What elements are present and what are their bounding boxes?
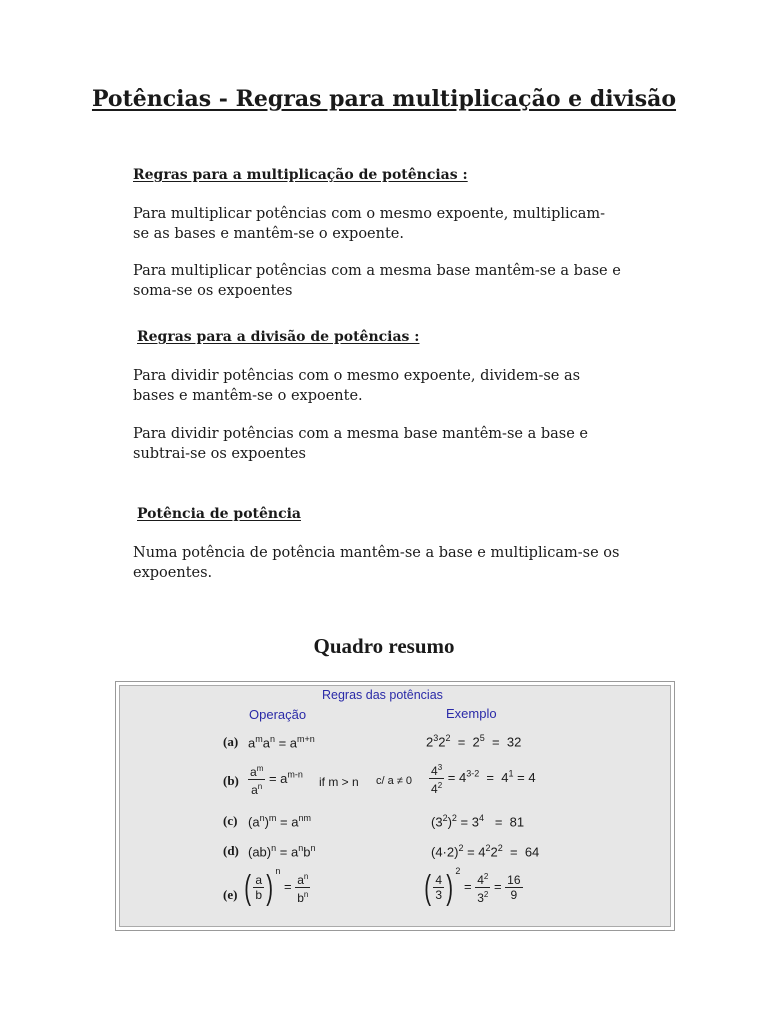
text-line: bases e mantêm-se o expoente.	[133, 388, 363, 404]
rule-label-e: (e)	[223, 887, 238, 902]
rule-label-d: (d)	[223, 843, 239, 858]
rule-d-example: $(4\cdot 2)^2 = 4^22^2 = 64$	[431, 843, 540, 860]
quadro-resumo-title: Quadro resumo	[313, 634, 455, 658]
heading-multiplicacao: Regras para a multiplicação de potências :	[133, 167, 468, 183]
paragraph-mult-2	[133, 261, 621, 301]
rule-label-a: (a)	[223, 734, 239, 749]
column-header-operacao: Operação	[249, 707, 307, 722]
text-line: se as bases e mantêm-se o expoente.	[133, 226, 404, 242]
rules-summary-box	[115, 681, 675, 931]
rule-d-formula: $(ab)^n = a^nb^n$	[248, 843, 316, 860]
rule-b-example: $\frac{4^3}{4^2}$ = $4^{3-2} = 4^1 = 4$	[431, 763, 536, 796]
text-line: Para dividir potências com a mesma base mantêm-se a base e	[133, 426, 588, 442]
text-line: subtrai-se os expoentes	[133, 446, 306, 462]
text-line: Para multiplicar potências com o mesmo expoente, multiplicam-	[133, 206, 606, 222]
rule-label-c: (c)	[223, 813, 238, 828]
text-line: Para dividir potências com o mesmo expoente, dividem-se as	[133, 368, 581, 384]
result-a: 32	[506, 734, 522, 750]
rule-b-condition: if m > n	[319, 775, 359, 789]
text-line: Para multiplicar potências com a mesma base mantêm-se a base e	[133, 263, 621, 279]
rule-e-formula: ( $\frac{a}{b}$ ) $^n$ = $\frac{a^n}{b^n}$	[244, 865, 309, 907]
paragraph-div-1	[133, 366, 580, 406]
result-c: 81	[509, 814, 525, 830]
heading-potencia-de-potencia: Potência de potência	[137, 506, 301, 522]
paragraph-mult-1	[133, 204, 605, 244]
result-b: 4	[528, 769, 536, 785]
text-line: expoentes.	[133, 565, 213, 581]
box-title: Regras das potências	[322, 688, 443, 702]
text-line: soma-se os expoentes	[133, 283, 293, 299]
text-line: Numa potência de potência mantêm-se a base e multiplicam-se os	[133, 545, 620, 561]
rule-b-formula: $\frac{a^m}{a^n}$ = $a^{m-n}$	[250, 764, 303, 797]
rule-a-example: $2^32^2 = 2^5 = 32$	[426, 733, 522, 750]
rule-label-b: (b)	[223, 773, 239, 788]
rule-a-formula: $a^ma^n = a^{m+n}$	[248, 734, 315, 751]
heading-divisao: Regras para a divisão de potências :	[137, 329, 420, 345]
page-title: Potências - Regras para multiplicação e divisão	[91, 86, 677, 112]
rule-c-example: $(3^2)^2 = 3^4 = 81$	[431, 813, 525, 830]
column-header-exemplo: Exemplo	[446, 706, 497, 721]
rule-c-formula: $(a^n)^m = a^{nm}$	[248, 813, 311, 830]
result-d: 64	[524, 844, 540, 860]
rule-e-example: ( $\frac{4}{3}$ ) $^2$ = $\frac{4^2}{3^2}$ = $\frac{16}{9}$	[424, 865, 521, 907]
rule-b-condition-nonzero: c/ a ≠ 0	[376, 775, 412, 787]
paragraph-pot-1	[133, 543, 619, 583]
paragraph-div-2	[133, 424, 588, 464]
